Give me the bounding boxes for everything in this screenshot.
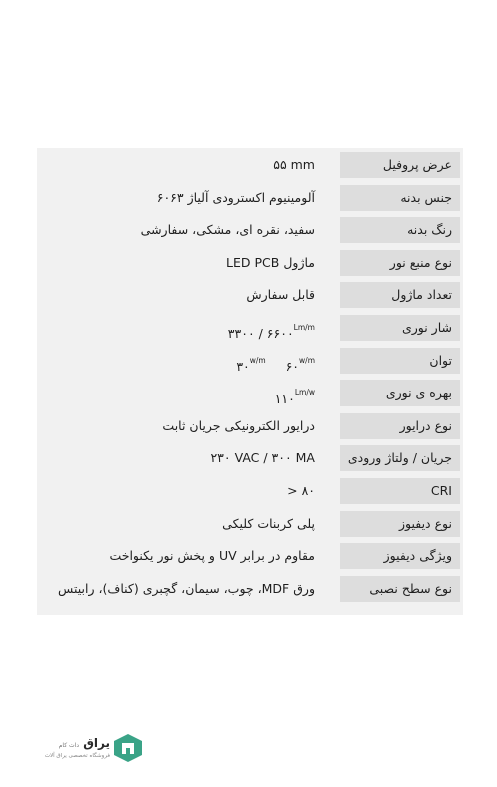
spec-row-driver-type: [37, 410, 463, 443]
spec-value: ۲۳۰ VAC / ۳۰۰ MA: [210, 450, 315, 466]
spec-row-power: [37, 345, 463, 378]
efficacy-unit: Lm/w: [294, 388, 315, 398]
spec-value: ۵۵ mm: [273, 157, 315, 172]
power-unit-a: w/m: [249, 355, 266, 365]
spec-row-body-material: [37, 182, 463, 215]
spec-label: توان: [340, 348, 460, 374]
spec-value: [275, 380, 315, 406]
spec-label: نوع سطح نصبی: [340, 576, 460, 602]
brand-name-main: یراق: [83, 736, 110, 750]
spec-label: نوع دیفیوز: [340, 511, 460, 537]
spec-row-diffuser-feature: [37, 540, 463, 573]
spec-value: پلی کربنات کلیکی: [222, 515, 315, 531]
spec-label: ویژگی دیفیوز: [340, 543, 460, 569]
spec-row-module-count: [37, 279, 463, 312]
spec-value: [236, 348, 315, 374]
spec-value: [228, 315, 315, 341]
power-unit-b: w/m: [299, 355, 315, 365]
spec-value: ورق MDF، چوب، سیمان، گچبری (کناف)، رابیتس: [58, 580, 315, 596]
spec-row-cri: [37, 475, 463, 508]
spec-value: مقاوم در برابر UV و پخش نور یکنواخت: [109, 548, 315, 564]
spec-row-luminous-efficacy: [37, 377, 463, 410]
spec-table: [37, 148, 463, 615]
spec-label: جریان / ولتاژ ورودی: [340, 445, 460, 471]
brand-name: [59, 736, 110, 750]
brand-name-suffix: دات کام: [58, 742, 79, 749]
spec-label: بهره ی نوری: [340, 380, 460, 406]
flux-value: ۳۳۰۰ / ۶۶۰۰: [227, 325, 294, 341]
spec-label: نوع منبع نور: [340, 250, 460, 276]
spec-value: قابل سفارش: [246, 287, 315, 303]
spec-row-input-current-voltage: [37, 442, 463, 475]
power-value-b: ۶۰: [285, 358, 300, 374]
spec-value: ماژول LED PCB: [226, 254, 315, 270]
spec-value: > ۸۰: [287, 482, 315, 498]
spec-row-profile-width: [37, 149, 463, 182]
spec-value: سفید، نقره ای، مشکی، سفارشی: [140, 222, 315, 238]
spec-label: CRI: [340, 478, 460, 504]
brand-icon: [112, 733, 144, 763]
spec-label: نوع درایور: [340, 413, 460, 439]
spec-row-diffuser-type: [37, 508, 463, 541]
spec-label: جنس بدنه: [340, 185, 460, 211]
flux-unit: Lm/m: [293, 322, 315, 332]
spec-row-luminous-flux: [37, 312, 463, 345]
spec-row-mounting-surface: [37, 573, 463, 606]
efficacy-value: ۱۱۰: [274, 391, 295, 407]
spec-row-light-source: [37, 247, 463, 280]
brand-logo: [42, 733, 152, 765]
brand-subtitle: فروشگاه تخصصی یراق آلات: [44, 753, 110, 759]
spec-label: تعداد ماژول: [340, 282, 460, 308]
spec-value: آلومینیوم اکسترودی آلیاژ ۶۰۶۳: [156, 189, 315, 205]
spec-label: عرض پروفیل: [340, 152, 460, 178]
spec-label: شار نوری: [340, 315, 460, 341]
spec-row-body-color: [37, 214, 463, 247]
power-value-a: ۳۰: [236, 358, 250, 374]
spec-label: رنگ بدنه: [340, 217, 460, 243]
spec-value: درایور الکترونیکی جریان ثابت: [162, 417, 315, 433]
